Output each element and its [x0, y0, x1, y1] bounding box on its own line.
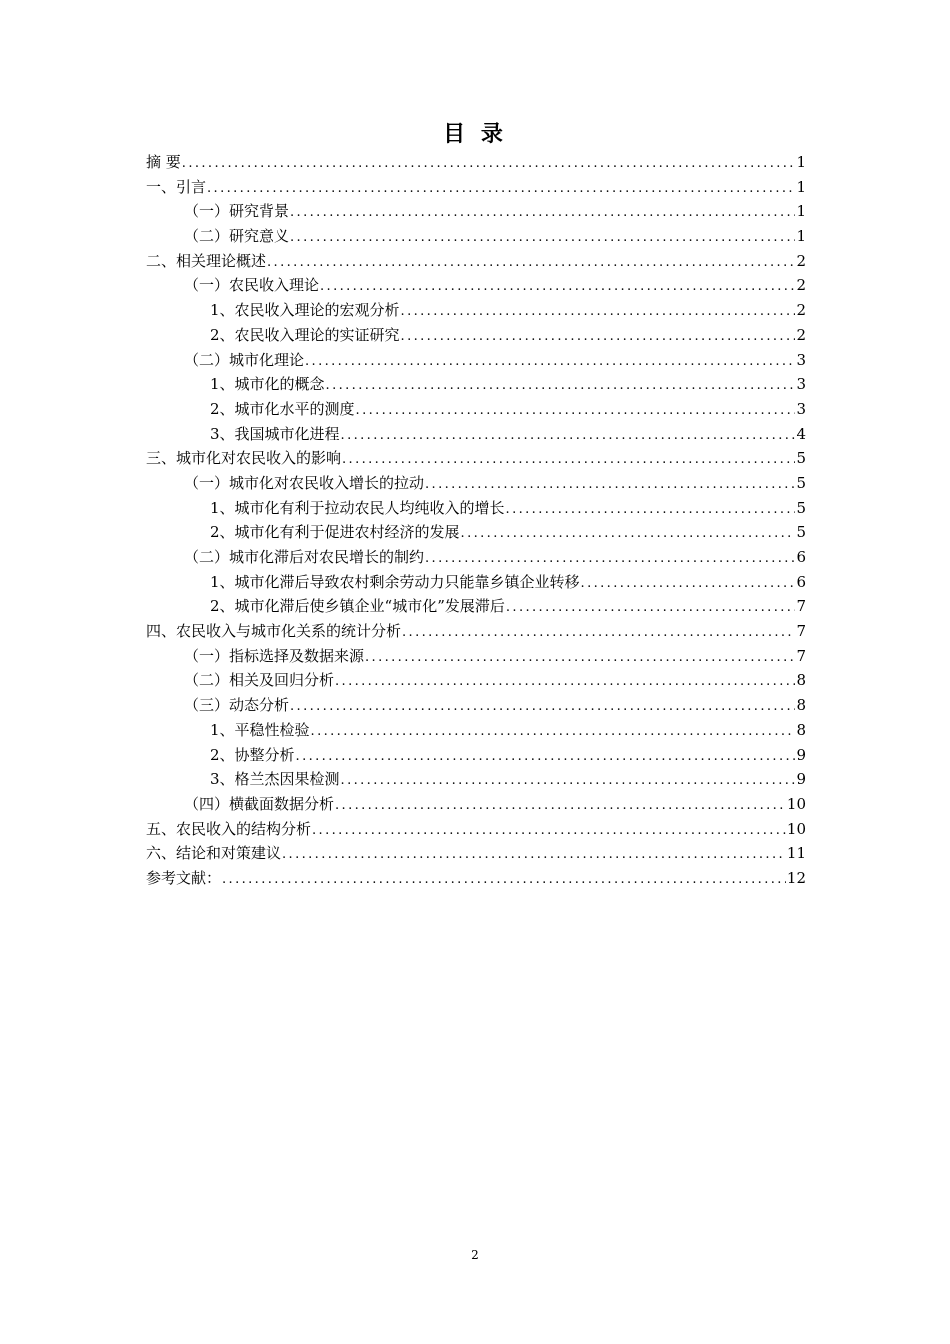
toc-entry-label: 2、农民收入理论的实证研究	[210, 325, 400, 344]
toc-entry[interactable]	[146, 866, 806, 891]
toc-entry-label: （二）城市化滞后对农民增长的制约	[184, 548, 425, 566]
toc-entry-label: 2、城市化水平的测度	[210, 399, 355, 418]
toc-entry-page: 5	[796, 473, 806, 492]
toc-entry-label: 二、相关理论概述	[146, 251, 267, 270]
toc-entry[interactable]	[146, 545, 806, 570]
toc-dot-leader	[335, 670, 795, 695]
toc-entry-page: 7	[796, 622, 806, 641]
toc-entry-page: 8	[796, 720, 806, 739]
toc-dot-leader	[326, 374, 796, 399]
toc-entry[interactable]	[146, 644, 806, 669]
toc-dot-leader	[581, 572, 796, 597]
toc-entry-label: 2、城市化有利于促进农村经济的发展	[210, 523, 460, 542]
toc-entry-label: 2、协整分析	[210, 745, 295, 764]
toc-dot-leader	[296, 745, 796, 770]
toc-entry-page: 10	[786, 794, 806, 813]
toc-dot-leader	[341, 424, 796, 449]
toc-entry[interactable]	[146, 718, 806, 743]
toc-entry-page: 2	[796, 325, 806, 344]
toc-entry[interactable]	[146, 841, 806, 866]
toc-entry-page: 9	[796, 770, 806, 789]
toc-entry-page: 1	[796, 227, 806, 246]
toc-entry-page: 8	[796, 671, 806, 690]
toc-entry[interactable]	[146, 150, 806, 175]
toc-entry[interactable]	[146, 743, 806, 768]
toc-entry-page: 5	[796, 523, 806, 542]
toc-dot-leader	[425, 473, 795, 498]
toc-dot-leader	[506, 498, 796, 523]
toc-entry-label: 1、城市化滞后导致农村剩余劳动力只能靠乡镇企业转移	[210, 572, 580, 591]
toc-entry-page: 1	[796, 153, 806, 171]
toc-entry-label: （二）相关及回归分析	[184, 671, 335, 690]
toc-entry[interactable]	[146, 422, 806, 447]
toc-dot-leader	[207, 177, 795, 202]
toc-entry[interactable]	[146, 471, 806, 496]
toc-entry-label: 参考文献：	[146, 868, 222, 887]
toc-entry[interactable]	[146, 446, 806, 471]
toc-entry-label: （二）研究意义	[184, 227, 290, 246]
toc-entry-label: 1、城市化的概念	[210, 375, 325, 394]
toc-dot-leader	[365, 646, 795, 671]
toc-entry[interactable]	[146, 792, 806, 817]
table-of-contents	[146, 150, 806, 891]
toc-dot-leader	[425, 547, 795, 572]
toc-entry-label: （一）研究背景	[184, 202, 290, 221]
toc-entry-page: 1	[796, 202, 806, 221]
toc-entry-page: 10	[786, 819, 806, 838]
toc-entry[interactable]	[146, 496, 806, 521]
toc-entry-label: 3、我国城市化进程	[210, 424, 340, 443]
toc-entry-label: 3、格兰杰因果检测	[210, 770, 340, 789]
toc-entry-label: （三）动态分析	[184, 696, 290, 715]
toc-entry-label: 1、城市化有利于拉动农民人均纯收入的增长	[210, 498, 505, 517]
toc-entry[interactable]	[146, 224, 806, 249]
toc-dot-leader	[402, 621, 795, 646]
toc-dot-leader	[320, 275, 795, 300]
toc-entry-label: 1、农民收入理论的宏观分析	[210, 301, 400, 320]
toc-entry[interactable]	[146, 199, 806, 224]
toc-dot-leader	[401, 325, 796, 350]
toc-entry-label: 一、引言	[146, 177, 207, 196]
toc-dot-leader	[182, 152, 796, 177]
toc-entry-label: （一）指标选择及数据来源	[184, 646, 365, 665]
toc-entry-label: 摘 要	[146, 153, 181, 171]
toc-dot-leader	[290, 201, 795, 226]
toc-dot-leader	[305, 350, 795, 375]
toc-dot-leader	[342, 448, 795, 473]
toc-entry[interactable]	[146, 570, 806, 595]
toc-entry-label: 四、农民收入与城市化关系的统计分析	[146, 622, 402, 641]
toc-dot-leader	[222, 868, 786, 893]
toc-entry-page: 5	[796, 498, 806, 517]
toc-entry-page: 2	[796, 301, 806, 320]
toc-dot-leader	[461, 522, 796, 547]
toc-entry[interactable]	[146, 397, 806, 422]
toc-entry-page: 11	[786, 844, 806, 863]
toc-title: 目 录	[443, 122, 507, 147]
toc-entry-label: （四）横截面数据分析	[184, 794, 335, 813]
toc-entry[interactable]	[146, 298, 806, 323]
toc-entry[interactable]	[146, 175, 806, 200]
toc-entry-page: 8	[796, 696, 806, 715]
toc-entry[interactable]	[146, 619, 806, 644]
toc-entry[interactable]	[146, 249, 806, 274]
toc-dot-leader	[335, 794, 786, 819]
toc-entry-page: 2	[796, 251, 806, 270]
toc-dot-leader	[401, 300, 796, 325]
toc-entry[interactable]	[146, 348, 806, 373]
toc-entry-label: （二）城市化理论	[184, 350, 305, 369]
toc-entry-label: 三、城市化对农民收入的影响	[146, 449, 342, 468]
toc-entry-page: 6	[796, 548, 806, 566]
toc-entry-page: 3	[796, 399, 806, 418]
toc-entry-page: 3	[796, 375, 806, 394]
toc-entry-page: 4	[796, 424, 806, 443]
toc-dot-leader	[267, 251, 795, 276]
toc-dot-leader	[290, 226, 795, 251]
toc-entry[interactable]	[146, 594, 806, 619]
toc-entry-page: 5	[796, 449, 806, 468]
toc-dot-leader	[311, 720, 796, 745]
toc-entry-page: 12	[786, 868, 806, 887]
toc-entry-label: （一）农民收入理论	[184, 276, 320, 295]
toc-dot-leader	[341, 769, 796, 794]
toc-entry[interactable]	[146, 668, 806, 693]
toc-entry-page: 3	[796, 350, 806, 369]
toc-dot-leader	[290, 695, 795, 720]
toc-entry-page: 7	[796, 597, 806, 616]
toc-entry[interactable]	[146, 693, 806, 718]
toc-entry-page: 1	[796, 177, 806, 196]
toc-entry-label: 五、农民收入的结构分析	[146, 819, 312, 838]
toc-dot-leader	[356, 399, 796, 424]
toc-entry[interactable]	[146, 817, 806, 842]
toc-dot-leader	[506, 596, 796, 621]
toc-entry-label: 2、城市化滞后使乡镇企业“城市化”发展滞后	[210, 597, 505, 616]
toc-entry-label: 六、结论和对策建议	[146, 844, 282, 863]
toc-entry-page: 9	[796, 745, 806, 764]
toc-entry[interactable]	[146, 372, 806, 397]
toc-entry[interactable]	[146, 273, 806, 298]
toc-entry-label: 1、平稳性检验	[210, 720, 310, 739]
toc-entry[interactable]	[146, 767, 806, 792]
toc-entry-label: （一）城市化对农民收入增长的拉动	[184, 473, 425, 492]
page-number: 2	[471, 1248, 479, 1262]
toc-dot-leader	[282, 843, 786, 868]
toc-dot-leader	[312, 819, 786, 844]
toc-entry-page: 7	[796, 646, 806, 665]
toc-entry[interactable]	[146, 520, 806, 545]
toc-entry[interactable]	[146, 323, 806, 348]
toc-entry-page: 2	[796, 276, 806, 295]
toc-entry-page: 6	[796, 572, 806, 591]
